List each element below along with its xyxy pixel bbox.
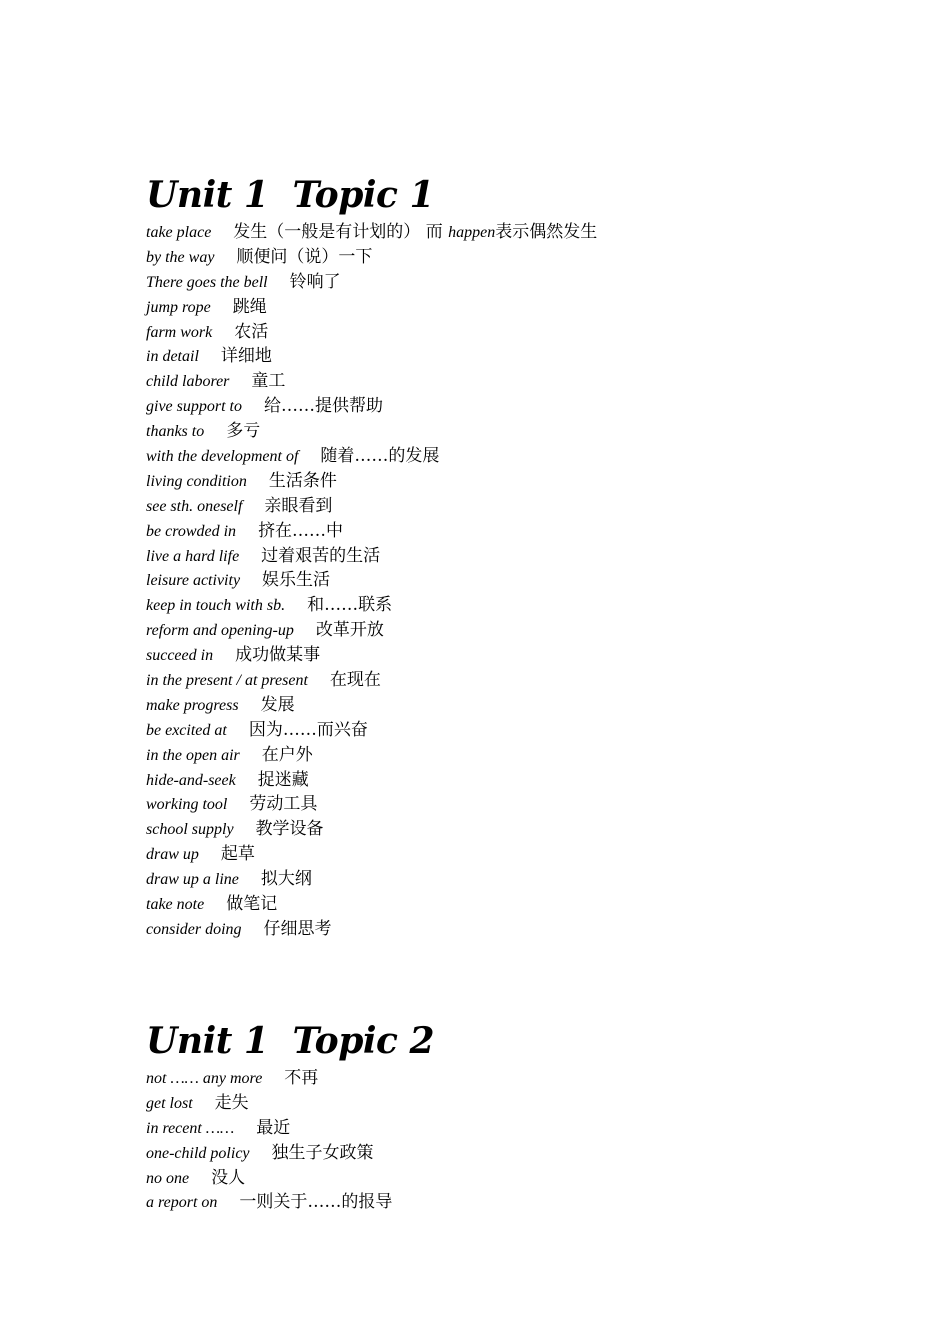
chinese-meaning: 走失 (214, 1092, 249, 1113)
chinese-meaning: 跳绳 (232, 296, 267, 317)
english-phrase: be crowded in (146, 522, 237, 540)
english-phrase: in the present / at present (146, 672, 308, 690)
english-phrase: get lost (146, 1094, 193, 1112)
vocab-item (146, 1091, 434, 1116)
section-unit1-topic2 (146, 1018, 434, 1215)
english-phrase: child laborer (146, 373, 230, 391)
chinese-meaning: 随着……的发展 (320, 446, 440, 467)
vocab-item (146, 245, 597, 270)
chinese-meaning: 成功做某事 (235, 645, 321, 666)
english-phrase: in the open air (146, 746, 240, 764)
english-phrase: succeed in (146, 647, 214, 665)
english-phrase: live a hard life (146, 547, 240, 565)
vocab-list (146, 1066, 434, 1215)
chinese-meaning: 铃响了 (289, 271, 341, 292)
chinese-meaning: 挤在……中 (258, 520, 344, 541)
chinese-meaning: 详细地 (220, 346, 272, 367)
vocab-item (146, 220, 597, 245)
vocab-item (146, 892, 597, 917)
english-phrase: working tool (146, 796, 228, 814)
vocab-item (146, 544, 597, 569)
section-title: Unit 1 Topic 1 (146, 174, 435, 216)
chinese-meaning: 和……联系 (307, 595, 393, 616)
english-phrase: reform and opening-up (146, 622, 294, 640)
english-phrase: draw up (146, 846, 199, 864)
english-phrase: consider doing (146, 920, 242, 938)
chinese-meaning: 过着艰苦的生活 (261, 545, 381, 566)
vocab-item (146, 444, 597, 469)
vocab-item (146, 1141, 434, 1166)
chinese-meaning: 做笔记 (226, 894, 278, 915)
vocab-item (146, 1190, 434, 1215)
section-title: Unit 1 Topic 2 (146, 1020, 435, 1062)
vocab-item (146, 1066, 434, 1091)
chinese-meaning: 在户外 (261, 744, 313, 765)
chinese-meaning: 改革开放 (315, 620, 384, 641)
chinese-meaning: 发展 (260, 694, 295, 715)
english-phrase: school supply (146, 821, 234, 839)
vocab-item (146, 593, 597, 618)
vocab-item (146, 519, 597, 544)
english-phrase: no one (146, 1169, 190, 1187)
english-phrase: not …… any more (146, 1070, 263, 1087)
vocab-item (146, 867, 597, 892)
chinese-meaning: 娱乐生活 (262, 570, 331, 591)
vocab-item (146, 1166, 434, 1191)
english-phrase: leisure activity (146, 572, 241, 590)
vocab-item (146, 643, 597, 668)
chinese-meaning: 教学设备 (255, 819, 324, 840)
chinese-meaning: 生活条件 (268, 470, 337, 491)
vocab-item (146, 344, 597, 369)
chinese-meaning: 因为……而兴奋 (248, 719, 368, 740)
chinese-meaning: 童工 (251, 371, 286, 392)
chinese-meaning: 拟大纲 (260, 869, 312, 890)
english-phrase: give support to (146, 398, 242, 416)
english-phrase: with the development of (146, 448, 299, 466)
english-word-inline: happen (448, 224, 496, 241)
chinese-meaning: 顺便问（说）一下 (236, 246, 373, 267)
chinese-meaning: 捉迷藏 (257, 769, 309, 790)
chinese-meaning: 起草 (220, 844, 255, 865)
section-unit1-topic1 (146, 172, 597, 942)
vocab-item (146, 768, 597, 793)
vocab-item (146, 917, 597, 942)
english-phrase: draw up a line (146, 871, 239, 889)
english-phrase: make progress (146, 696, 239, 714)
vocab-item (146, 1116, 434, 1141)
chinese-meaning: 不再 (284, 1068, 319, 1088)
vocab-item (146, 568, 597, 593)
chinese-meaning: 仔细思考 (263, 918, 332, 939)
vocab-item (146, 469, 597, 494)
vocab-item (146, 842, 597, 867)
english-phrase: take place (146, 224, 212, 241)
english-phrase: in detail (146, 348, 199, 366)
chinese-meaning: 没人 (211, 1167, 246, 1188)
chinese-meaning: 亲眼看到 (264, 495, 333, 516)
english-phrase: thanks to (146, 423, 205, 441)
vocab-item (146, 693, 597, 718)
vocab-item (146, 817, 597, 842)
vocab-item (146, 394, 597, 419)
english-phrase: hide-and-seek (146, 771, 236, 789)
english-phrase: jump rope (146, 298, 211, 316)
english-phrase: in recent …… (146, 1119, 235, 1137)
vocab-item (146, 668, 597, 693)
chinese-meaning: 最近 (256, 1117, 291, 1138)
vocab-item (146, 419, 597, 444)
chinese-meaning: 农活 (234, 321, 269, 342)
english-phrase: see sth. oneself (146, 497, 243, 515)
english-phrase: farm work (146, 323, 213, 341)
english-phrase: by the way (146, 248, 215, 266)
english-phrase: one-child policy (146, 1144, 250, 1162)
vocab-item (146, 494, 597, 519)
english-phrase: take note (146, 896, 205, 914)
chinese-meaning: 多亏 (226, 421, 261, 442)
vocab-item (146, 369, 597, 394)
vocab-list (146, 220, 597, 942)
chinese-meaning: 发生（一般是有计划的） 而 (233, 222, 449, 242)
vocab-item (146, 743, 597, 768)
chinese-meaning: 劳动工具 (249, 794, 318, 815)
chinese-meaning-tail: 表示偶然发生 (495, 222, 598, 242)
chinese-meaning: 一则关于……的报导 (239, 1192, 393, 1213)
vocab-item (146, 270, 597, 295)
vocab-item (146, 718, 597, 743)
english-phrase: living condition (146, 472, 247, 490)
vocab-item (146, 618, 597, 643)
chinese-meaning: 独生子女政策 (271, 1142, 374, 1163)
vocab-item (146, 295, 597, 320)
chinese-meaning: 在现在 (329, 670, 381, 691)
english-phrase: be excited at (146, 721, 227, 739)
vocab-item (146, 792, 597, 817)
english-phrase: There goes the bell (146, 273, 268, 291)
chinese-meaning: 给……提供帮助 (264, 396, 383, 417)
vocab-item (146, 320, 597, 345)
english-phrase: keep in touch with sb. (146, 597, 286, 615)
english-phrase: a report on (146, 1194, 218, 1212)
